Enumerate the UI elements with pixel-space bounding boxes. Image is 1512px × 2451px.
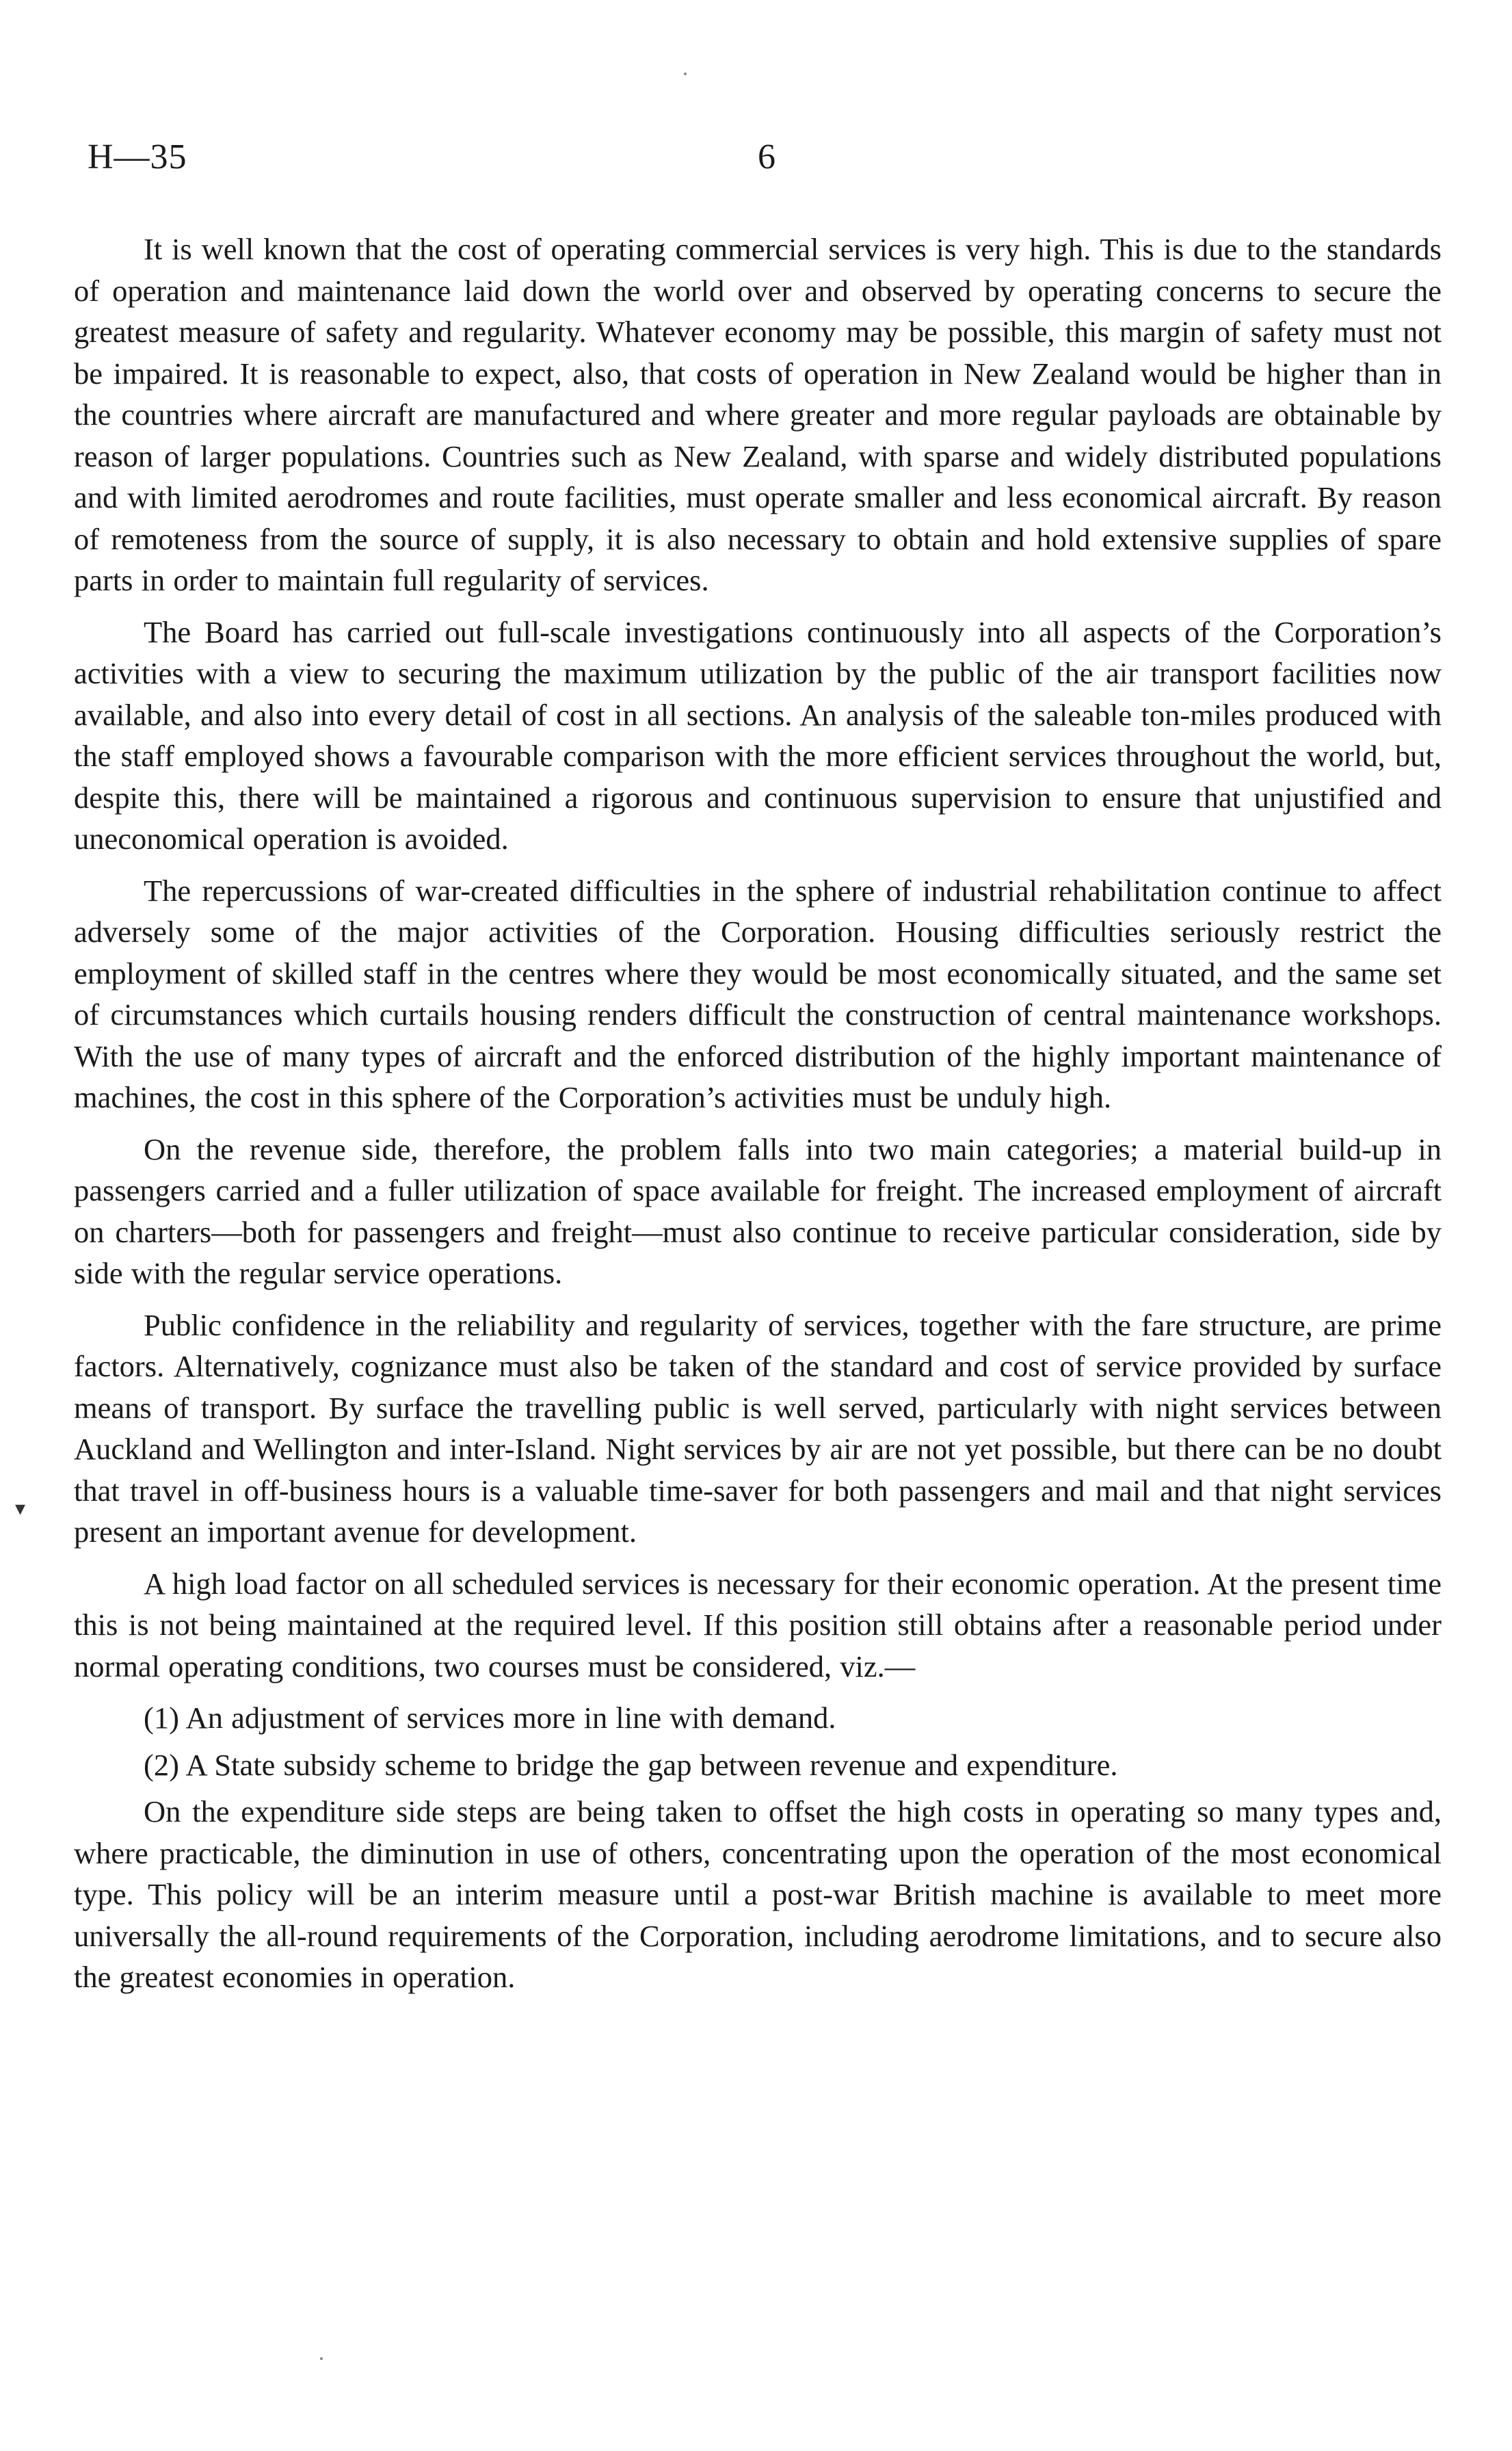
document-reference: H—35 bbox=[88, 137, 187, 176]
list-item: (1) An adjustment of services more in line with demand. bbox=[144, 1701, 836, 1735]
scan-speck bbox=[320, 2357, 323, 2360]
paragraph-revenue-side: On the revenue side, therefore, the problem falls into two main categories; a material build-up in passengers carried and a fuller utilization of space available for freight. The increased employment of aircraft on charters—both for passengers and freight—must also continue to receive particular consideration, side by side with the regular service operations. bbox=[74, 1131, 1442, 1290]
scan-speck bbox=[684, 73, 687, 75]
paragraph-public-confidence: Public confidence in the reliability and regularity of services, together with the fare structure, are prime factors. Alternatively, cognizance must also be taken of the standard and cost of service provided by surface means of transport. By surface the travelling public is well served, particularly with night services between Auckland and Wellington and inter-Island. Night services by air are not yet possible, but there can be no doubt that travel in off-business hours is a valuable time-saver for both passengers and mail and that night services present an important avenue for development. bbox=[74, 1307, 1442, 1549]
margin-mark: ▾ bbox=[15, 1497, 26, 1520]
paragraph-board-investigations: The Board has carried out full-scale investigations continuously into all aspects of the Corporation’s activities with a view to securing the maximum utilization by the public of the air transport facilities now available, and also into every detail of cost in all sections. An analysis of the saleable ton-miles produced with the staff employed shows a favourable comparison with the more efficient services throughout the world, but, despite this, there will be maintained a rigorous and continuous supervision to ensure that unjustified and uneconomical operation is avoided. bbox=[74, 614, 1442, 856]
paragraph-operating-costs: It is well known that the cost of operating commercial services is very high. This is due to the standards of operation and maintenance laid down the world over and observed by operating concerns to secure the greatest measure of safety and regularity. Whatever economy may be possible, this margin of safety must not be impaired. It is reasonable to expect, also, that costs of operation in New Zealand would be higher than in the countries where aircraft are manufactured and where greater and more regular payloads are obtainable by reason of larger populations. Countries such as New Zealand, with sparse and widely distributed populations and with limited aerodromes and route facilities, must operate smaller and less economical aircraft. By reason of remoteness from the source of supply, it is also necessary to obtain and hold extensive supplies of spare parts in order to maintain full regularity of services. bbox=[74, 232, 1442, 597]
list-item: (2) A State subsidy scheme to bridge the gap between revenue and expenditure. bbox=[144, 1747, 1118, 1782]
page-number: 6 bbox=[758, 137, 775, 176]
paragraph-expenditure-side: On the expenditure side steps are being taken to offset the high costs in operating so many types and, where practicable, the diminution in use of others, concentrating upon the operation of the most economical type. This policy will be an interim measure until a post-war British machine is available to meet more universally the all-round requirements of the Corporation, including aerodrome limitations, and to secure also the greatest economies in operation. bbox=[74, 1794, 1442, 1994]
page-header bbox=[88, 137, 1448, 185]
paragraph-load-factor: A high load factor on all scheduled services is necessary for their economic operation. At the present time this is not being maintained at the required level. If this position still obtains after a reasonable period under normal operating conditions, two courses must be considered, viz.— bbox=[74, 1566, 1442, 1683]
paragraph-war-repercussions: The repercussions of war-created difficulties in the sphere of industrial rehabilitation continue to affect adversely some of the major activities of the Corporation. Housing difficulties seriously restrict the employment of skilled staff in the centres where they would be most economically situated, and the same set of circumstances which curtails housing renders difficult the construction of central maintenance workshops. With the use of many types of aircraft and the enforced distribution of the highly important maintenance of machines, the cost in this sphere of the Corporation’s activities must be unduly high. bbox=[74, 873, 1442, 1114]
body-text bbox=[74, 228, 1442, 2008]
